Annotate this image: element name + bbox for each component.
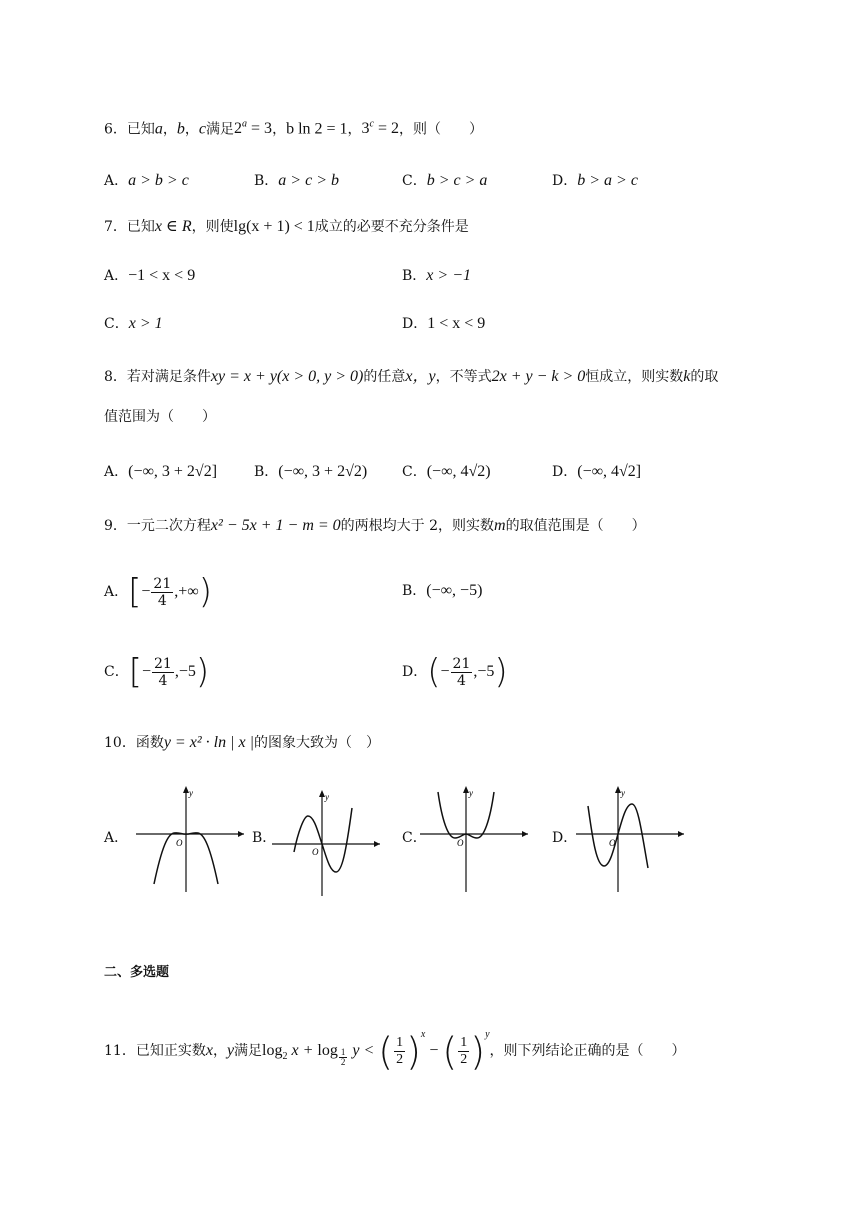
q6-pre: 已知 [126, 121, 155, 138]
q8-ineq: 2x + y − k > 0 [491, 368, 586, 385]
q7-pre: 已知 [126, 219, 155, 235]
q6-eq2: b ln 2 = 1 [286, 120, 348, 138]
q10-graph-a [136, 784, 246, 894]
q8-stem-line2: 值范围为（ ） [104, 409, 216, 425]
q6-var-a: a [154, 120, 163, 138]
q8-stem-line1 [104, 366, 718, 388]
q8-cond: xy = x + y(x > 0, y > 0) [210, 368, 364, 385]
q9-stem [104, 515, 646, 537]
q6-satisfy: 满足 [206, 121, 235, 138]
q6-option-b: B．a > c > b [254, 172, 339, 189]
q9-option-c: C．[− $\frac{21}{4}$ ,−5) [104, 652, 210, 692]
svg-text:y: y [621, 788, 625, 798]
q10-pre: 函数 [135, 735, 164, 751]
svg-text:y: y [189, 788, 193, 798]
q7-tail: 成立的必要不充分条件是 [314, 219, 469, 235]
q8-mid3: 恒成立，则实数 [585, 369, 684, 385]
q11-number: 11． [104, 1043, 136, 1059]
svg-text:O: O [457, 838, 464, 848]
q8-pre: 若对满足条件 [126, 369, 211, 385]
q10-option-b-label: B． [252, 830, 277, 846]
q11-pre: 已知正实数 [135, 1043, 206, 1059]
q10-graph-c [420, 784, 530, 894]
q8-tail: 的取 [690, 369, 719, 385]
q9-option-d: D．(− $\frac{21}{4}$ ,−5) [402, 652, 508, 692]
q6-option-a: A．a > b > c [104, 172, 189, 189]
svg-text:O: O [609, 838, 616, 848]
q9-m: m [494, 517, 506, 534]
q7-option-a: A．−1 < x < 9 [104, 267, 196, 284]
q6-var-c: c [198, 120, 207, 138]
q6-var-b: b [176, 120, 185, 138]
q8-option-c: C．(−∞, 4√2) [402, 463, 491, 480]
q11-var-x: x [205, 1042, 213, 1059]
q8-option-b: B．(−∞, 3 + 2√2) [254, 463, 368, 480]
q6-eq1: $2^a = 3$ [234, 119, 273, 138]
q9-mid: 的两根均大于 2，则实数 [340, 518, 495, 534]
q7-cond: x ∈ R [154, 218, 192, 235]
q11-tail: ，则下列结论正确的是（ ） [489, 1043, 686, 1059]
q9-option-b: B．(−∞, −5) [402, 582, 483, 599]
q8-vars: x，y [405, 368, 436, 385]
q7-mid: ，则使 [191, 219, 234, 235]
q6-stem: 6．已知a，b，c满足$2^a = 3$，b ln 2 = 1，$3^c = 2$，则（ ） [104, 119, 484, 138]
q8-mid2: ，不等式 [435, 369, 492, 385]
q9-option-a: A．[− $\frac{21}{4}$ ,+∞) [104, 572, 212, 612]
q7-option-b: B．x > −1 [402, 267, 471, 284]
q10-graph-d [576, 784, 686, 894]
q10-stem [104, 732, 380, 754]
q6-number: 6． [104, 121, 127, 138]
q8-mid1: 的任意 [363, 369, 406, 385]
q9-pre: 一元二次方程 [126, 518, 211, 534]
svg-text:y: y [469, 788, 473, 798]
q6-eq3: $3^c = 2$ [361, 119, 400, 138]
q8-number: 8． [104, 369, 127, 385]
q10-option-d-label: D． [552, 830, 578, 846]
q10-tail: 的图象大致为（ ） [253, 735, 380, 751]
section-heading: 二、多选题 [104, 965, 170, 980]
q10-graph-b [272, 788, 382, 898]
q7-expr: lg(x + 1) < 1 [233, 218, 315, 235]
q6-tail: ，则（ ） [399, 121, 484, 138]
q9-number: 9． [104, 518, 127, 534]
q7-stem [104, 216, 469, 238]
svg-text:O: O [312, 847, 319, 857]
q11-var-y: y [226, 1042, 235, 1059]
q7-option-c: C．x > 1 [104, 315, 163, 332]
q7-number: 7． [104, 219, 127, 235]
q11-satisfy: 满足 [234, 1043, 263, 1059]
q8-k: k [683, 368, 691, 385]
q7-option-d: D．1 < x < 9 [402, 315, 486, 332]
q10-option-c-label: C． [402, 830, 427, 846]
q6-option-d: D．b > a > c [552, 172, 638, 189]
q8-option-a: A．(−∞, 3 + 2√2] [104, 463, 218, 480]
svg-text:O: O [176, 838, 183, 848]
q9-eq: x² − 5x + 1 − m = 0 [210, 517, 341, 534]
q10-expr: y = x² · ln | x | [163, 734, 254, 751]
q11-stem: 11．已知正实数x，y满足$\log_2 x + \log$ $\frac{1}{2}$ y < ( $\frac{1}{2}$ )$^x$ − ( $\frac{1}{2}$ )$^y$，则下列结论正确的是（ ） [104, 1029, 686, 1074]
q9-tail: 的取值范围是（ ） [505, 518, 646, 534]
svg-text:y: y [325, 792, 329, 802]
q8-option-d: D．(−∞, 4√2] [552, 463, 642, 480]
q10-option-a-label: A． [104, 830, 129, 846]
q6-option-c: C．b > c > a [402, 172, 488, 189]
q11-ineq: $\log_2 x + \log$ $\frac{1}{2}$ y < ( $\frac{1}{2}$ )$^x$ − ( $\frac{1}{2}$ )$^y$ [262, 1029, 490, 1074]
q10-number: 10． [104, 735, 136, 751]
